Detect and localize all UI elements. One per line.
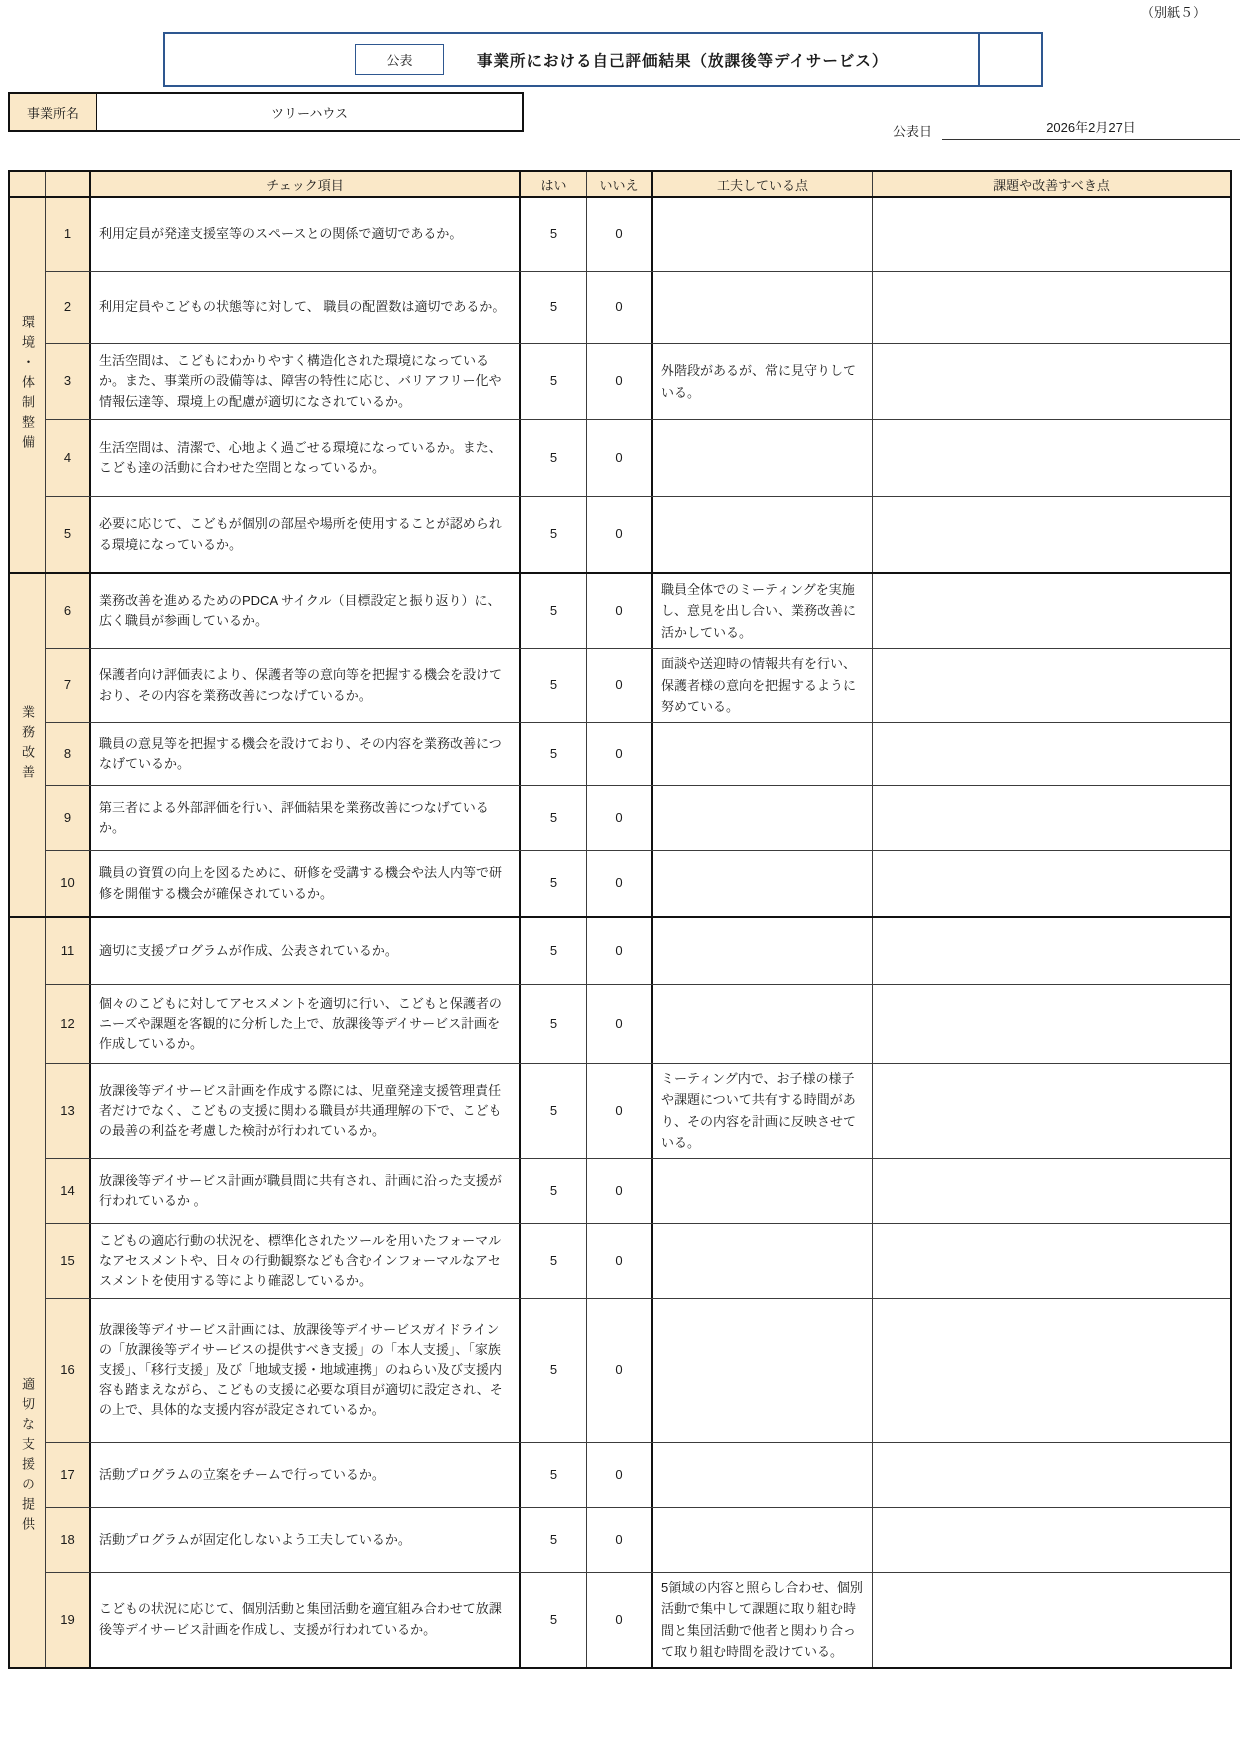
row-number-cell [46, 1159, 91, 1223]
yes-count-cell [521, 1573, 587, 1667]
devised-cell-text: ミーティング内で、お子様の様子や課題について共有する時間があり、その内容を計画に反映させている。 [661, 1071, 857, 1151]
table-row [46, 344, 1230, 420]
devised-cell [653, 723, 873, 785]
yes-count-cell-text: 5 [549, 677, 558, 693]
check-item-cell-text: 放課後等デイサービス計画を作成する際には、児童発達支援管理責任者だけでなく、こどもの支援に関わる職員が共通理解の下で、こどもの最善の利益を考慮した検討が行われているか。 [99, 1082, 502, 1138]
no-count-cell-text: 0 [615, 677, 623, 693]
header-devised-cell: 工夫している点 [653, 172, 873, 196]
row-number-cell-text: 1 [63, 226, 72, 242]
row-number-cell-text: 17 [60, 1466, 75, 1482]
table-row [46, 198, 1230, 272]
no-count-cell-text: 0 [615, 602, 623, 618]
yes-count-cell [521, 985, 587, 1063]
row-number-cell [46, 985, 91, 1063]
row-number-cell-text: 2 [63, 299, 72, 315]
office-name-value: ツリーハウス [271, 105, 348, 121]
row-number-cell-text: 3 [63, 373, 72, 389]
no-count-cell-text: 0 [615, 526, 623, 542]
devised-cell [653, 649, 873, 722]
devised-cell [653, 851, 873, 916]
yes-count-cell-text: 5 [549, 602, 558, 618]
table-row [46, 918, 1230, 985]
yes-count-cell-text: 5 [549, 373, 558, 389]
title-box [163, 32, 1043, 87]
check-item-cell [91, 985, 521, 1063]
no-count-cell-text: 0 [615, 1466, 623, 1482]
issues-cell [873, 198, 1230, 271]
no-count-cell-text: 0 [615, 299, 623, 315]
row-number-cell [46, 1443, 91, 1507]
yes-count-cell-text: 5 [549, 299, 558, 315]
check-item-cell [91, 272, 521, 343]
check-item-cell-text: 保護者向け評価表により、保護者等の意向等を把握する機会を設けており、その内容を業務改善につなげているか。 [99, 667, 503, 703]
no-count-cell [587, 1508, 653, 1572]
check-item-cell [91, 344, 521, 419]
table-row [46, 851, 1230, 916]
no-count-cell-text: 0 [615, 1015, 623, 1031]
yes-count-cell-text: 5 [549, 809, 558, 825]
header-yes-cell: はい [521, 172, 587, 196]
page-title: 事業所における自己評価結果（放課後等デイサービス） [477, 52, 889, 70]
evaluation-table [8, 170, 1232, 1669]
row-number-cell [46, 344, 91, 419]
yes-count-cell [521, 1443, 587, 1507]
no-count-cell-text: 0 [615, 1252, 623, 1268]
check-item-cell-text: 放課後等デイサービス計画が職員間に共有され、計画に沿った支援が行われているか 。 [99, 1172, 502, 1208]
publish-stamp: 公表 [355, 44, 444, 75]
check-item-cell [91, 574, 521, 648]
check-item-cell [91, 198, 521, 271]
row-number-cell [46, 198, 91, 271]
no-count-cell-text: 0 [615, 809, 623, 825]
yes-count-cell [521, 918, 587, 984]
yes-count-cell [521, 574, 587, 648]
no-count-cell [587, 272, 653, 343]
devised-cell [653, 1508, 873, 1572]
check-item-cell [91, 786, 521, 850]
row-number-cell [46, 851, 91, 916]
check-item-cell [91, 1443, 521, 1507]
issues-cell [873, 1299, 1230, 1442]
table-row [46, 649, 1230, 723]
check-item-cell-text: 職員の資質の向上を図るために、研修を受講する機会や法人内等で研修を開催する機会が確保されているか。 [99, 865, 503, 901]
group-rows [46, 574, 1230, 916]
no-count-cell [587, 985, 653, 1063]
no-count-cell [587, 1064, 653, 1158]
category-label: 環境・体制整備 [20, 315, 35, 455]
category-label: 業務改善 [20, 705, 35, 785]
yes-count-cell-text: 5 [549, 449, 558, 465]
check-item-cell [91, 1224, 521, 1298]
devised-cell [653, 272, 873, 343]
table-row [46, 420, 1230, 497]
no-count-cell-text: 0 [615, 373, 623, 389]
row-number-cell-text: 14 [60, 1182, 75, 1198]
header-category-cell [10, 172, 46, 196]
devised-cell [653, 1159, 873, 1223]
yes-count-cell-text: 5 [549, 526, 558, 542]
yes-count-cell-text: 5 [549, 745, 558, 761]
devised-cell [653, 1224, 873, 1298]
yes-count-cell-text: 5 [549, 1531, 558, 1547]
devised-cell-text: 職員全体でのミーティングを実施し、意見を出し合い、業務改善に活かしている。 [661, 581, 857, 640]
yes-count-cell-text: 5 [549, 875, 558, 891]
check-item-cell-text: 生活空間は、清潔で、心地よく過ごせる環境になっているか。また、こども達の活動に合わせた空間となっているか。 [99, 439, 502, 475]
no-count-cell [587, 574, 653, 648]
no-count-cell [587, 723, 653, 785]
check-item-cell-text: 必要に応じて、こどもが個別の部屋や場所を使用することが認められる環境になっているか。 [99, 516, 502, 552]
table-row [46, 1508, 1230, 1573]
yes-count-cell [521, 1159, 587, 1223]
row-number-cell-text: 15 [60, 1252, 75, 1268]
attachment-label: （別紙５） [1140, 5, 1206, 20]
check-item-cell [91, 1064, 521, 1158]
check-item-cell-text: 適切に支援プログラムが作成、公表されているか。 [99, 942, 398, 958]
yes-count-cell [521, 272, 587, 343]
no-count-cell-text: 0 [615, 1611, 623, 1627]
category-cell [10, 918, 46, 1667]
header-issues-cell: 課題や改善すべき点 [873, 172, 1230, 196]
row-number-cell-text: 6 [63, 602, 72, 618]
row-number-cell-text: 18 [60, 1531, 75, 1547]
row-number-cell-text: 19 [60, 1611, 75, 1627]
devised-cell [653, 1573, 873, 1667]
yes-count-cell-text: 5 [549, 942, 558, 958]
row-number-cell [46, 497, 91, 572]
check-item-cell-text: 生活空間は、こどもにわかりやすく構造化された環境になっているか。また、事業所の設備等は、障害の特性に応じ、バリアフリー化や情報伝達等、環境上の配慮が適切になされているか。 [99, 353, 502, 409]
yes-count-cell-text: 5 [549, 1252, 558, 1268]
check-item-cell-text: 利用定員やこどもの状態等に対して、 職員の配置数は適切であるか。 [99, 299, 506, 315]
no-count-cell-text: 0 [615, 1531, 623, 1547]
check-item-cell-text: 活動プログラムが固定化しないよう工夫しているか。 [99, 1531, 411, 1547]
no-count-cell-text: 0 [615, 1362, 623, 1378]
issues-cell [873, 1508, 1230, 1572]
devised-cell [653, 1299, 873, 1442]
table-row [46, 1443, 1230, 1508]
header-item-cell: チェック項目 [91, 172, 521, 196]
row-number-cell-text: 13 [60, 1102, 75, 1118]
issues-cell [873, 723, 1230, 785]
check-item-cell-text: 第三者による外部評価を行い、評価結果を業務改善につなげているか。 [99, 799, 489, 835]
devised-cell [653, 985, 873, 1063]
check-item-cell-text: こどもの適応行動の状況を、標準化されたツールを用いたフォーマルなアセスメントや、日々の行動観察なども含むインフォーマルなアセスメントを使用する等により確認しているか。 [99, 1232, 502, 1288]
devised-cell [653, 574, 873, 648]
check-item-cell-text: 業務改善を進めるためのPDCA サイクル（目標設定と振り返り）に、広く職員が参画しているか。 [99, 592, 501, 628]
yes-count-cell [521, 1508, 587, 1572]
row-number-cell-text: 4 [63, 449, 72, 465]
row-number-cell [46, 723, 91, 785]
check-item-cell [91, 851, 521, 916]
row-number-cell-text: 7 [63, 677, 72, 693]
table-row [46, 723, 1230, 786]
yes-count-cell-text: 5 [549, 1102, 558, 1118]
issues-cell [873, 1573, 1230, 1667]
check-item-cell [91, 723, 521, 785]
check-item-cell [91, 1573, 521, 1667]
yes-count-cell [521, 723, 587, 785]
row-number-cell [46, 1224, 91, 1298]
issues-cell [873, 851, 1230, 916]
yes-count-cell [521, 1224, 587, 1298]
category-label: 適切な支援の提供 [20, 1376, 35, 1537]
no-count-cell [587, 1443, 653, 1507]
office-name-table [8, 92, 524, 132]
publish-date-value: 2026年2月27日 [942, 117, 1240, 140]
no-count-cell [587, 1159, 653, 1223]
yes-count-cell [521, 851, 587, 916]
row-number-cell [46, 649, 91, 722]
no-count-cell-text: 0 [615, 449, 623, 465]
category-group [10, 574, 1230, 918]
check-item-cell-text: 利用定員が発達支援室等のスペースとの関係で適切であるか。 [99, 226, 463, 242]
no-count-cell-text: 0 [615, 1182, 623, 1198]
yes-count-cell-text: 5 [549, 1611, 558, 1627]
check-item-cell-text: 放課後等デイサービス計画には、放課後等デイサービスガイドラインの「放課後等デイサービスの提供すべき支援」の「本人支援」、「家族支援」、「移行支援」及び「地域支援・地域連携」のねらい及び支援内容も踏まえながら、こどもの支援に必要な項目が適切に設定され、その上で、具体的な支援内容が設定されているか。 [99, 1321, 503, 1418]
issues-cell [873, 918, 1230, 984]
no-count-cell-text: 0 [615, 875, 623, 891]
check-item-cell [91, 497, 521, 572]
no-count-cell [587, 851, 653, 916]
issues-cell [873, 272, 1230, 343]
header-no-cell: いいえ [587, 172, 653, 196]
yes-count-cell-text: 5 [549, 226, 558, 242]
issues-cell [873, 574, 1230, 648]
issues-cell [873, 1064, 1230, 1158]
table-row [46, 786, 1230, 851]
no-count-cell [587, 918, 653, 984]
row-number-cell [46, 1064, 91, 1158]
no-count-cell [587, 786, 653, 850]
table-row [46, 1159, 1230, 1224]
row-number-cell [46, 1573, 91, 1667]
yes-count-cell [521, 786, 587, 850]
yes-count-cell-text: 5 [549, 1466, 558, 1482]
no-count-cell [587, 420, 653, 496]
yes-count-cell [521, 1064, 587, 1158]
category-group [10, 918, 1230, 1667]
devised-cell-text: 5領域の内容と照らし合わせ、個別活動で集中して課題に取り組む時間と集団活動で他者と関わり合って取り組む時間を設けている。 [661, 1579, 863, 1660]
table-row [46, 1299, 1230, 1443]
category-group [10, 198, 1230, 574]
yes-count-cell [521, 497, 587, 572]
devised-cell [653, 918, 873, 984]
header-number-cell [46, 172, 91, 196]
devised-cell [653, 786, 873, 850]
row-number-cell-text: 5 [63, 526, 72, 542]
group-rows [46, 198, 1230, 572]
publish-date-label: 公表日 [893, 124, 933, 139]
devised-cell [653, 497, 873, 572]
yes-count-cell [521, 344, 587, 419]
group-rows [46, 918, 1230, 1667]
row-number-cell-text: 12 [60, 1015, 75, 1031]
devised-cell-text: 面談や送迎時の情報共有を行い、保護者様の意向を把握するように努めている。 [661, 656, 857, 715]
row-number-cell [46, 1299, 91, 1442]
issues-cell [873, 344, 1230, 419]
row-number-cell [46, 272, 91, 343]
devised-cell [653, 344, 873, 419]
devised-cell-text: 外階段があるが、常に見守りしている。 [661, 363, 857, 400]
row-number-cell-text: 8 [63, 745, 72, 761]
issues-cell [873, 1159, 1230, 1223]
no-count-cell [587, 344, 653, 419]
no-count-cell-text: 0 [615, 942, 623, 958]
table-row [46, 497, 1230, 572]
table-row [46, 1064, 1230, 1159]
check-item-cell-text: 職員の意見等を把握する機会を設けており、その内容を業務改善につなげているか。 [99, 735, 502, 771]
no-count-cell-text: 0 [615, 745, 623, 761]
row-number-cell-text: 11 [60, 942, 75, 958]
issues-cell [873, 497, 1230, 572]
title-box-divider [978, 34, 980, 85]
category-cell [10, 198, 46, 572]
no-count-cell-text: 0 [615, 226, 623, 242]
check-item-cell-text: 個々のこどもに対してアセスメントを適切に行い、こどもと保護者のニーズや課題を客観的に分析した上で、放課後等デイサービス計画を作成しているか。 [99, 995, 502, 1052]
check-item-cell-text: 活動プログラムの立案をチームで行っているか。 [99, 1466, 385, 1482]
no-count-cell [587, 1573, 653, 1667]
no-count-cell [587, 497, 653, 572]
yes-count-cell [521, 198, 587, 271]
row-number-cell-text: 10 [60, 875, 75, 891]
yes-count-cell [521, 1299, 587, 1442]
devised-cell [653, 1064, 873, 1158]
no-count-cell [587, 1224, 653, 1298]
yes-count-cell-text: 5 [549, 1362, 558, 1378]
no-count-cell [587, 198, 653, 271]
check-item-cell [91, 420, 521, 496]
check-item-cell [91, 649, 521, 722]
table-body [10, 198, 1230, 1667]
yes-count-cell-text: 5 [549, 1182, 558, 1198]
check-item-cell [91, 918, 521, 984]
devised-cell [653, 420, 873, 496]
check-item-cell [91, 1299, 521, 1442]
table-row [46, 272, 1230, 344]
table-row [46, 1224, 1230, 1299]
row-number-cell [46, 1508, 91, 1572]
check-item-cell-text: こどもの状況に応じて、個別活動と集団活動を適宜組み合わせて放課後等デイサービス計画を作成し、支援が行われているか。 [99, 1601, 502, 1637]
devised-cell [653, 198, 873, 271]
table-row [46, 985, 1230, 1064]
yes-count-cell [521, 420, 587, 496]
row-number-cell [46, 918, 91, 984]
row-number-cell [46, 420, 91, 496]
no-count-cell-text: 0 [615, 1102, 623, 1118]
office-name-label: 事業所名 [10, 94, 97, 130]
row-number-cell-text: 16 [60, 1362, 75, 1378]
no-count-cell [587, 1299, 653, 1442]
issues-cell [873, 985, 1230, 1063]
row-number-cell [46, 574, 91, 648]
issues-cell [873, 786, 1230, 850]
row-number-cell-text: 9 [63, 809, 72, 825]
table-row [46, 574, 1230, 649]
issues-cell [873, 1224, 1230, 1298]
publish-date-row [893, 117, 1240, 140]
category-cell [10, 574, 46, 916]
row-number-cell [46, 786, 91, 850]
issues-cell [873, 649, 1230, 722]
no-count-cell [587, 649, 653, 722]
check-item-cell [91, 1508, 521, 1572]
devised-cell [653, 1443, 873, 1507]
check-item-cell [91, 1159, 521, 1223]
yes-count-cell [521, 649, 587, 722]
table-row [46, 1573, 1230, 1667]
issues-cell [873, 1443, 1230, 1507]
yes-count-cell-text: 5 [549, 1015, 558, 1031]
table-header-row [10, 172, 1230, 198]
issues-cell [873, 420, 1230, 496]
